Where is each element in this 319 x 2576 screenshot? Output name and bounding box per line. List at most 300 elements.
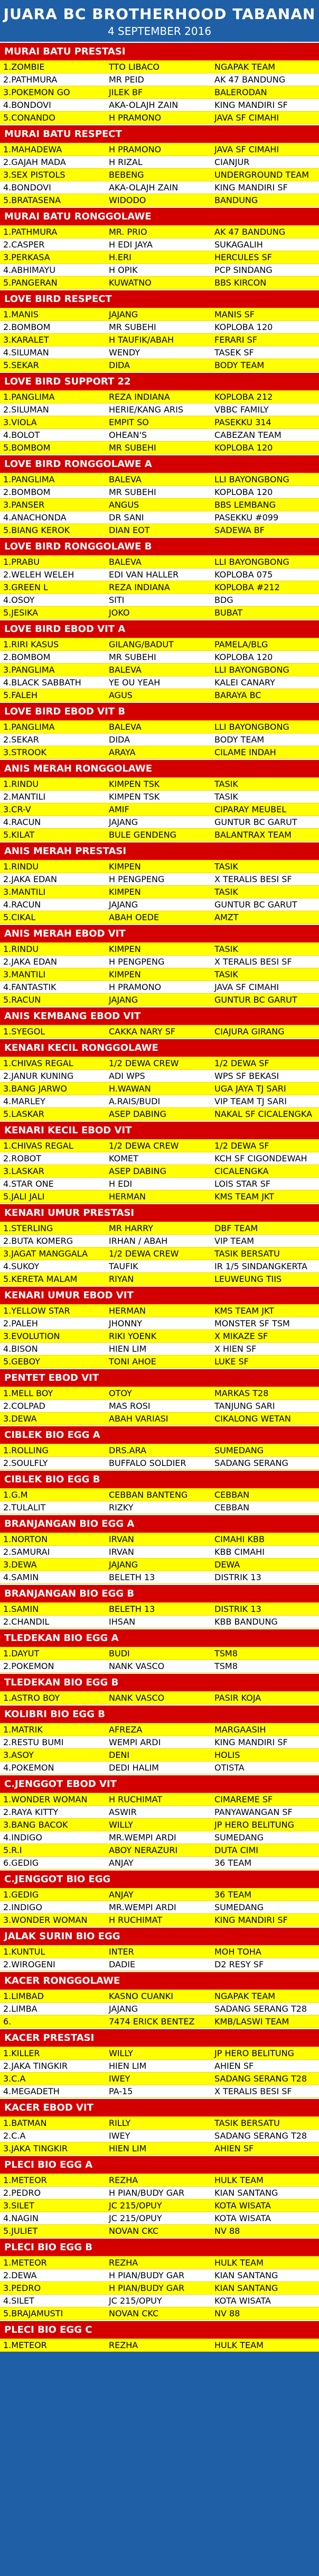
- bird-name: 3.C.A: [3, 2074, 26, 2084]
- team-name: VIP TEAM TJ SARI: [214, 1096, 287, 1106]
- owner-name: OTOY: [109, 1388, 132, 1398]
- owner-name: KOMET: [109, 1153, 138, 1163]
- team-name: SADANG SERANG T28: [214, 2074, 307, 2084]
- bird-name: 5.FALEH: [3, 690, 37, 700]
- team-name: X TERALIS BESI SF: [214, 874, 292, 884]
- team-name: CICALENGKA: [214, 1166, 269, 1176]
- bird-name: 4.SAMIN: [3, 1572, 39, 1582]
- owner-name: IWEY: [109, 2074, 130, 2084]
- table-row: [0, 308, 319, 321]
- owner-name: YE OU YEAH: [109, 677, 161, 687]
- team-name: X TERALIS BESI SF: [214, 957, 292, 967]
- team-name: KOTA WISATA: [214, 2213, 271, 2223]
- owner-name: H PRAMONO: [109, 113, 162, 123]
- team-name: MONSTER SF TSM: [214, 1318, 290, 1328]
- bird-name: 2.BOMBOM: [3, 652, 51, 662]
- section-title: KENARI UMUR PRESTASI: [0, 1203, 319, 1222]
- table-row: [0, 1343, 319, 1355]
- bird-name: 1.METEOR: [3, 2175, 47, 2185]
- bird-name: 4.ANACHONDA: [3, 512, 67, 522]
- owner-name: DENI: [109, 1750, 130, 1760]
- results-section: [0, 841, 319, 924]
- table-row: [0, 334, 319, 346]
- team-name: UGA JAYA TJ SARI: [214, 1084, 286, 1094]
- table-row: [0, 1273, 319, 1286]
- owner-name: MR SUBEHI: [109, 322, 156, 332]
- owner-name: BUDI: [109, 1648, 130, 1658]
- team-name: CIMAREME SF: [214, 1794, 273, 1804]
- team-name: KOPLOBA #212: [214, 582, 280, 592]
- bird-name: 1.PANGLIMA: [3, 392, 55, 402]
- team-name: CEBBAN: [214, 1490, 250, 1500]
- team-name: HULK TEAM: [214, 2340, 264, 2350]
- owner-name: JC 215/OPUY: [109, 2213, 162, 2223]
- section-title: MURAI BATU RONGGOLAWE: [0, 207, 319, 225]
- owner-name: MR SUBEHI: [109, 487, 156, 497]
- team-name: 36 TEAM: [214, 1858, 252, 1868]
- team-name: OTISTA: [214, 1763, 245, 1773]
- owner-name: NOVAN CKC: [109, 2308, 159, 2318]
- team-name: KIAN SANTANG: [214, 2188, 278, 2198]
- table-row: [0, 1616, 319, 1628]
- bird-name: 3.PANGLIMA: [3, 665, 55, 675]
- table-row: [0, 1958, 319, 1971]
- owner-name: REZA INDIANA: [109, 392, 170, 402]
- owner-name: WILLY: [109, 2048, 134, 2058]
- results-table: [0, 1025, 319, 1038]
- results-section: [0, 759, 319, 841]
- team-name: KOPLOBA 120: [214, 322, 273, 332]
- owner-name: JILEK BF: [109, 87, 143, 97]
- results-section: [0, 1203, 319, 1286]
- table-row: [0, 499, 319, 511]
- bird-name: 2.JANUR KUNING: [3, 1071, 74, 1081]
- owner-name: INTER: [109, 1947, 134, 1957]
- owner-name: WEMPI ARDI: [109, 1737, 161, 1747]
- results-section: [0, 1286, 319, 1368]
- table-row: [0, 2130, 319, 2142]
- table-row: [0, 1901, 319, 1914]
- owner-name: JAJANG: [109, 995, 138, 1005]
- bird-name: 2.BOMBOM: [3, 487, 51, 497]
- team-name: MARGAASIH: [214, 1725, 266, 1735]
- bird-name: 2.PATHMURA: [3, 75, 58, 85]
- owner-name: TAUFIK: [109, 1261, 138, 1271]
- bird-name: 3.KARALET: [3, 335, 49, 345]
- table-row: [0, 721, 319, 734]
- owner-name: SITI: [109, 595, 125, 605]
- team-name: LLI BAYONGBONG: [214, 722, 289, 732]
- results-section: [0, 1006, 319, 1038]
- owner-name: RIZKY: [109, 1502, 134, 1512]
- owner-name: HERIE/KANG ARIS: [109, 405, 184, 415]
- table-row: [0, 994, 319, 1006]
- section-title: MURAI BATU RESPECT: [0, 124, 319, 143]
- section-title: TLEDEKAN BIO EGG B: [0, 1673, 319, 1691]
- bird-name: 4.INDIGO: [3, 1832, 42, 1842]
- table-row: [0, 1387, 319, 1400]
- table-row: [0, 664, 319, 676]
- team-name: NGAPAK TEAM: [214, 62, 276, 72]
- owner-name: CEBBAN BANTENG: [109, 1490, 188, 1500]
- team-name: TASIK: [214, 944, 238, 954]
- table-row: [0, 638, 319, 651]
- owner-name: BALEVA: [109, 557, 142, 567]
- bird-name: 1.GEDIG: [3, 1890, 39, 1900]
- table-row: [0, 524, 319, 537]
- results-table: [0, 1533, 319, 1584]
- table-row: [0, 1190, 319, 1203]
- table-row: [0, 1692, 319, 1704]
- team-name: KALEI CANARY: [214, 677, 275, 687]
- table-row: [0, 1025, 319, 1038]
- bird-name: 2.PALEH: [3, 1318, 38, 1328]
- table-row: [0, 2212, 319, 2225]
- team-name: X MIKAZE SF: [214, 1331, 268, 1341]
- team-name: SADANG SERANG T28: [214, 2131, 307, 2141]
- table-row: [0, 1660, 319, 1673]
- results-table: [0, 1304, 319, 1368]
- team-name: KING MANDIRI SF: [214, 1737, 288, 1747]
- owner-name: BELETH 13: [109, 1572, 155, 1582]
- bird-name: 5.PANGERAN: [3, 278, 58, 288]
- bird-name: 5.BRATASENA: [3, 195, 61, 205]
- owner-name: MR HARRY: [109, 1223, 153, 1233]
- table-row: [0, 1260, 319, 1273]
- owner-name: DADIE: [109, 1959, 136, 1969]
- team-name: KING MANDIRI SF: [214, 1915, 288, 1925]
- owner-name: HIEN LIM: [109, 1344, 147, 1354]
- table-row: [0, 2174, 319, 2187]
- team-name: NV 88: [214, 2308, 240, 2318]
- owner-name: HIEN LIM: [109, 2061, 147, 2071]
- table-row: [0, 1806, 319, 1819]
- team-name: SADANG SERANG T28: [214, 2004, 307, 2014]
- team-name: JP HERO BELITUNG: [214, 1820, 294, 1830]
- results-table: [0, 308, 319, 372]
- results-section: [0, 1121, 319, 1203]
- bird-name: 1.RINDU: [3, 944, 39, 954]
- table-row: [0, 2282, 319, 2295]
- owner-name: IWEY: [109, 2131, 130, 2141]
- table-row: [0, 1603, 319, 1616]
- table-row: [0, 2199, 319, 2212]
- results-section: [0, 1971, 319, 2028]
- owner-name: 1/2 DEWA CREW: [109, 1141, 179, 1151]
- bird-name: 1.MATRIK: [3, 1725, 43, 1735]
- owner-name: MR.WEMPI ARDI: [109, 1832, 176, 1842]
- team-name: CABEZAN TEAM: [214, 430, 282, 440]
- results-table: [0, 1488, 319, 1514]
- section-title: ANIS KEMBANG EBOD VIT: [0, 1006, 319, 1025]
- bird-name: 4.NAGIN: [3, 2213, 39, 2223]
- bird-name: 1.DAYUT: [3, 1648, 40, 1658]
- results-table: [0, 225, 319, 289]
- owner-name: TTO LIBACO: [109, 62, 160, 72]
- section-title: LOVE BIRD SUPPORT 22: [0, 372, 319, 390]
- team-name: LLI BAYONGBONG: [214, 665, 289, 675]
- owner-name: IRHAN / ABAH: [109, 1236, 168, 1246]
- bird-name: 3.SEX PISTOLS: [3, 170, 65, 180]
- owner-name: 1/2 DEWA CREW: [109, 1249, 179, 1259]
- owner-name: IHSAN: [109, 1617, 136, 1627]
- team-name: UNDERGROUND TEAM: [214, 170, 309, 180]
- table-row: [0, 143, 319, 156]
- section-title: KENARI KECIL EBOD VIT: [0, 1121, 319, 1139]
- bird-name: 3.WONDER WOMAN: [3, 1915, 88, 1925]
- owner-name: NOVAN CKC: [109, 2226, 159, 2236]
- bird-name: 2.BOMBOM: [3, 322, 51, 332]
- owner-name: KIMPEN: [109, 887, 141, 897]
- table-row: [0, 226, 319, 239]
- owner-name: GILANG/BADUT: [109, 639, 174, 649]
- results-section: [0, 1774, 319, 1869]
- section-title: CIBLEK BIO EGG A: [0, 1425, 319, 1444]
- results-table: [0, 1990, 319, 2028]
- team-name: JAVA SF CIMAHI: [214, 982, 279, 992]
- owner-name: RILLY: [109, 2118, 131, 2128]
- bird-name: 3.GREEN L: [3, 582, 48, 592]
- team-name: BBS KIRCON: [214, 278, 267, 288]
- owner-name: RIYAN: [109, 1274, 134, 1284]
- table-row: [0, 99, 319, 112]
- owner-name: KUWATNO: [109, 278, 152, 288]
- bird-name: 5.JULIET: [3, 2226, 38, 2236]
- team-name: TASEK SF: [214, 347, 254, 357]
- owner-name: H EDI: [109, 1179, 133, 1189]
- team-name: KBB BANDUNG: [214, 1617, 278, 1627]
- team-name: KOTA WISATA: [214, 2201, 271, 2211]
- owner-name: BUFFALO SOLDIER: [109, 1458, 186, 1468]
- owner-name: TONI AHOE: [109, 1356, 156, 1367]
- team-name: D2 RESY SF: [214, 1959, 264, 1969]
- results-table: [0, 777, 319, 841]
- table-row: [0, 1546, 319, 1559]
- results-section: [0, 1470, 319, 1514]
- table-row: [0, 2187, 319, 2199]
- bird-name: 1.CHIVAS REGAL: [3, 1058, 73, 1068]
- owner-name: BELETH 13: [109, 1604, 155, 1614]
- team-name: HERCULES SF: [214, 252, 272, 262]
- team-name: IR 1/5 SINDANGKERTA: [214, 1261, 307, 1271]
- table-row: [0, 169, 319, 181]
- team-name: TSM8: [214, 1648, 238, 1658]
- section-title: LOVE BIRD RONGGOLAWE A: [0, 454, 319, 473]
- section-title: PLECI BIO EGG C: [0, 2320, 319, 2339]
- table-row: [0, 112, 319, 124]
- team-name: PANYAWANGAN SF: [214, 1807, 293, 1817]
- owner-name: BEBENG: [109, 170, 144, 180]
- team-name: CIKALONG WETAN: [214, 1414, 291, 1424]
- owner-name: JHONNY: [109, 1318, 143, 1328]
- owner-name: MR.WEMPI ARDI: [109, 1902, 176, 1912]
- table-row: [0, 1819, 319, 1831]
- results-table: [0, 2116, 319, 2155]
- bird-name: 5.JESIKA: [3, 608, 39, 618]
- team-name: DEWA: [214, 1560, 240, 1570]
- owner-name: REZHA: [109, 2175, 138, 2185]
- table-row: [0, 181, 319, 194]
- results-table: [0, 2174, 319, 2238]
- section-title: KACER EBOD VIT: [0, 2098, 319, 2116]
- results-section: [0, 2155, 319, 2238]
- team-name: SADEWA BF: [214, 525, 265, 535]
- results-section: [0, 2028, 319, 2098]
- bird-name: 5.BIANG KEROK: [3, 525, 70, 535]
- section-title: MURAI BATU PRESTASI: [0, 42, 319, 60]
- team-name: CIANJUR: [214, 157, 250, 167]
- team-name: KMS TEAM JKT: [214, 1306, 274, 1316]
- table-row: [0, 1762, 319, 1774]
- owner-name: H PRAMONO: [109, 144, 162, 154]
- team-name: TASIK: [214, 779, 238, 789]
- team-name: MANIS SF: [214, 309, 255, 319]
- team-name: PASIR KOJA: [214, 1693, 261, 1703]
- owner-name: BALEVA: [109, 474, 142, 484]
- bird-name: 3.MANTILI: [3, 969, 46, 979]
- owner-name: REZHA: [109, 2340, 138, 2350]
- bird-name: 1.PANGLIMA: [3, 722, 55, 732]
- table-row: [0, 569, 319, 581]
- bird-name: 3.PEDRO: [3, 2283, 41, 2293]
- section-title: C.JENGGOT EBOD VIT: [0, 1774, 319, 1793]
- team-name: FERARI SF: [214, 335, 258, 345]
- table-row: [0, 1095, 319, 1108]
- table-row: [0, 391, 319, 404]
- owner-name: MAS ROSI: [109, 1401, 151, 1411]
- results-table: [0, 1602, 319, 1628]
- bird-name: 2.SILUMAN: [3, 405, 49, 415]
- bird-name: 4.SUKOY: [3, 1261, 40, 1271]
- bird-name: 3.VIOLA: [3, 417, 37, 427]
- table-row: [0, 2295, 319, 2307]
- table-row: [0, 1108, 319, 1121]
- bird-name: 1.RINDU: [3, 861, 39, 872]
- team-name: NAKAL SF CICALENGKA: [214, 1109, 313, 1119]
- results-table: [0, 555, 319, 619]
- table-row: [0, 1165, 319, 1178]
- bird-name: 1.MELL BOY: [3, 1388, 53, 1398]
- section-title: KENARI KECIL RONGGOLAWE: [0, 1038, 319, 1057]
- bird-name: 1.PANGLIMA: [3, 474, 55, 484]
- owner-name: EMPIT SO: [109, 417, 149, 427]
- owner-name: DIDA: [109, 735, 130, 745]
- results-section: [0, 2098, 319, 2155]
- table-row: [0, 860, 319, 873]
- team-name: KMB/LASWI TEAM: [214, 2016, 289, 2027]
- owner-name: ARAYA: [109, 747, 136, 757]
- owner-name: DEDI HALIM: [109, 1763, 159, 1773]
- bird-name: 1.METEOR: [3, 2340, 47, 2350]
- bird-name: 4.BLACK SABBATH: [3, 677, 81, 687]
- bird-name: 1.PATHMURA: [3, 227, 58, 237]
- table-row: [0, 239, 319, 251]
- bird-name: 2.JAKA TINGKIR: [3, 2061, 68, 2071]
- owner-name: MR PEID: [109, 75, 144, 85]
- owner-name: JOKO: [109, 608, 130, 618]
- results-table: [0, 2339, 319, 2352]
- section-title: LOVE BIRD RESPECT: [0, 289, 319, 308]
- table-row: [0, 1889, 319, 1901]
- results-section: [0, 619, 319, 702]
- bird-name: 3.PERKASA: [3, 252, 50, 262]
- results-table: [0, 860, 319, 924]
- team-name: DISTRIK 13: [214, 1572, 261, 1582]
- team-name: BDG: [214, 595, 233, 605]
- owner-name: EDI VAN HALLER: [109, 570, 179, 580]
- owner-name: MR. PRIO: [109, 227, 147, 237]
- team-name: SUMEDANG: [214, 1832, 264, 1842]
- bird-name: 1.RIRI KASUS: [3, 639, 59, 649]
- team-name: KOPLOBA 120: [214, 652, 273, 662]
- team-name: HULK TEAM: [214, 2175, 264, 2185]
- owner-name: PA-15: [109, 2086, 133, 2096]
- team-name: WPS SF BEKASI: [214, 1071, 279, 1081]
- table-row: [0, 1990, 319, 2003]
- table-row: [0, 2073, 319, 2085]
- sections-list: [0, 42, 319, 2352]
- results-section: [0, 1673, 319, 1704]
- owner-name: KIMPEN: [109, 944, 141, 954]
- owner-name: IRVAN: [109, 1534, 134, 1544]
- bird-name: 2.JAKA EDAN: [3, 957, 57, 967]
- owner-name: OHEAN'S: [109, 430, 147, 440]
- bird-name: 1.MANIS: [3, 309, 39, 319]
- bird-name: 3.POKEMON GO: [3, 87, 70, 97]
- results-table: [0, 1793, 319, 1869]
- table-row: [0, 346, 319, 359]
- table-row: [0, 1083, 319, 1095]
- bird-name: 2.PEDRO: [3, 2188, 41, 2198]
- table-row: [0, 734, 319, 746]
- owner-name: AMIF: [109, 804, 129, 814]
- team-name: BODY TEAM: [214, 360, 265, 370]
- owner-name: AGUS: [109, 690, 133, 700]
- table-row: [0, 1489, 319, 1501]
- results-section: [0, 1628, 319, 1673]
- results-table: [0, 60, 319, 124]
- team-name: LOIS STAR SF: [214, 1179, 271, 1189]
- results-table: [0, 390, 319, 454]
- owner-name: HERMAN: [109, 1191, 146, 1202]
- table-row: [0, 486, 319, 499]
- results-section: [0, 372, 319, 454]
- team-name: CIMAHI KBB: [214, 1534, 265, 1544]
- bird-name: 5.KILAT: [3, 830, 35, 840]
- table-row: [0, 651, 319, 664]
- bird-name: 1.STERLING: [3, 1223, 53, 1233]
- table-row: [0, 1457, 319, 1470]
- section-title: ANIS MERAH EBOD VIT: [0, 924, 319, 942]
- team-name: KCH SF CIGONDEWAH: [214, 1153, 307, 1163]
- team-name: VIP TEAM: [214, 1236, 255, 1246]
- owner-name: KIMPEN TSK: [109, 792, 160, 802]
- table-row: [0, 1831, 319, 1844]
- table-row: [0, 1749, 319, 1762]
- owner-name: HIEN LIM: [109, 2143, 147, 2153]
- bird-name: 1.NORTON: [3, 1534, 48, 1544]
- team-name: 1/2 DEWA SF: [214, 1141, 269, 1151]
- bird-name: 4.RACUN: [3, 900, 41, 910]
- bird-name: 4.ABHIMAYU: [3, 265, 55, 275]
- table-row: [0, 2117, 319, 2130]
- page-title: JUARA BC BROTHERHOOD TABANAN: [3, 5, 316, 23]
- table-row: [0, 404, 319, 416]
- table-row: [0, 1793, 319, 1806]
- section-title: LOVE BIRD RONGGOLAWE B: [0, 537, 319, 555]
- table-row: [0, 251, 319, 264]
- table-row: [0, 2060, 319, 2073]
